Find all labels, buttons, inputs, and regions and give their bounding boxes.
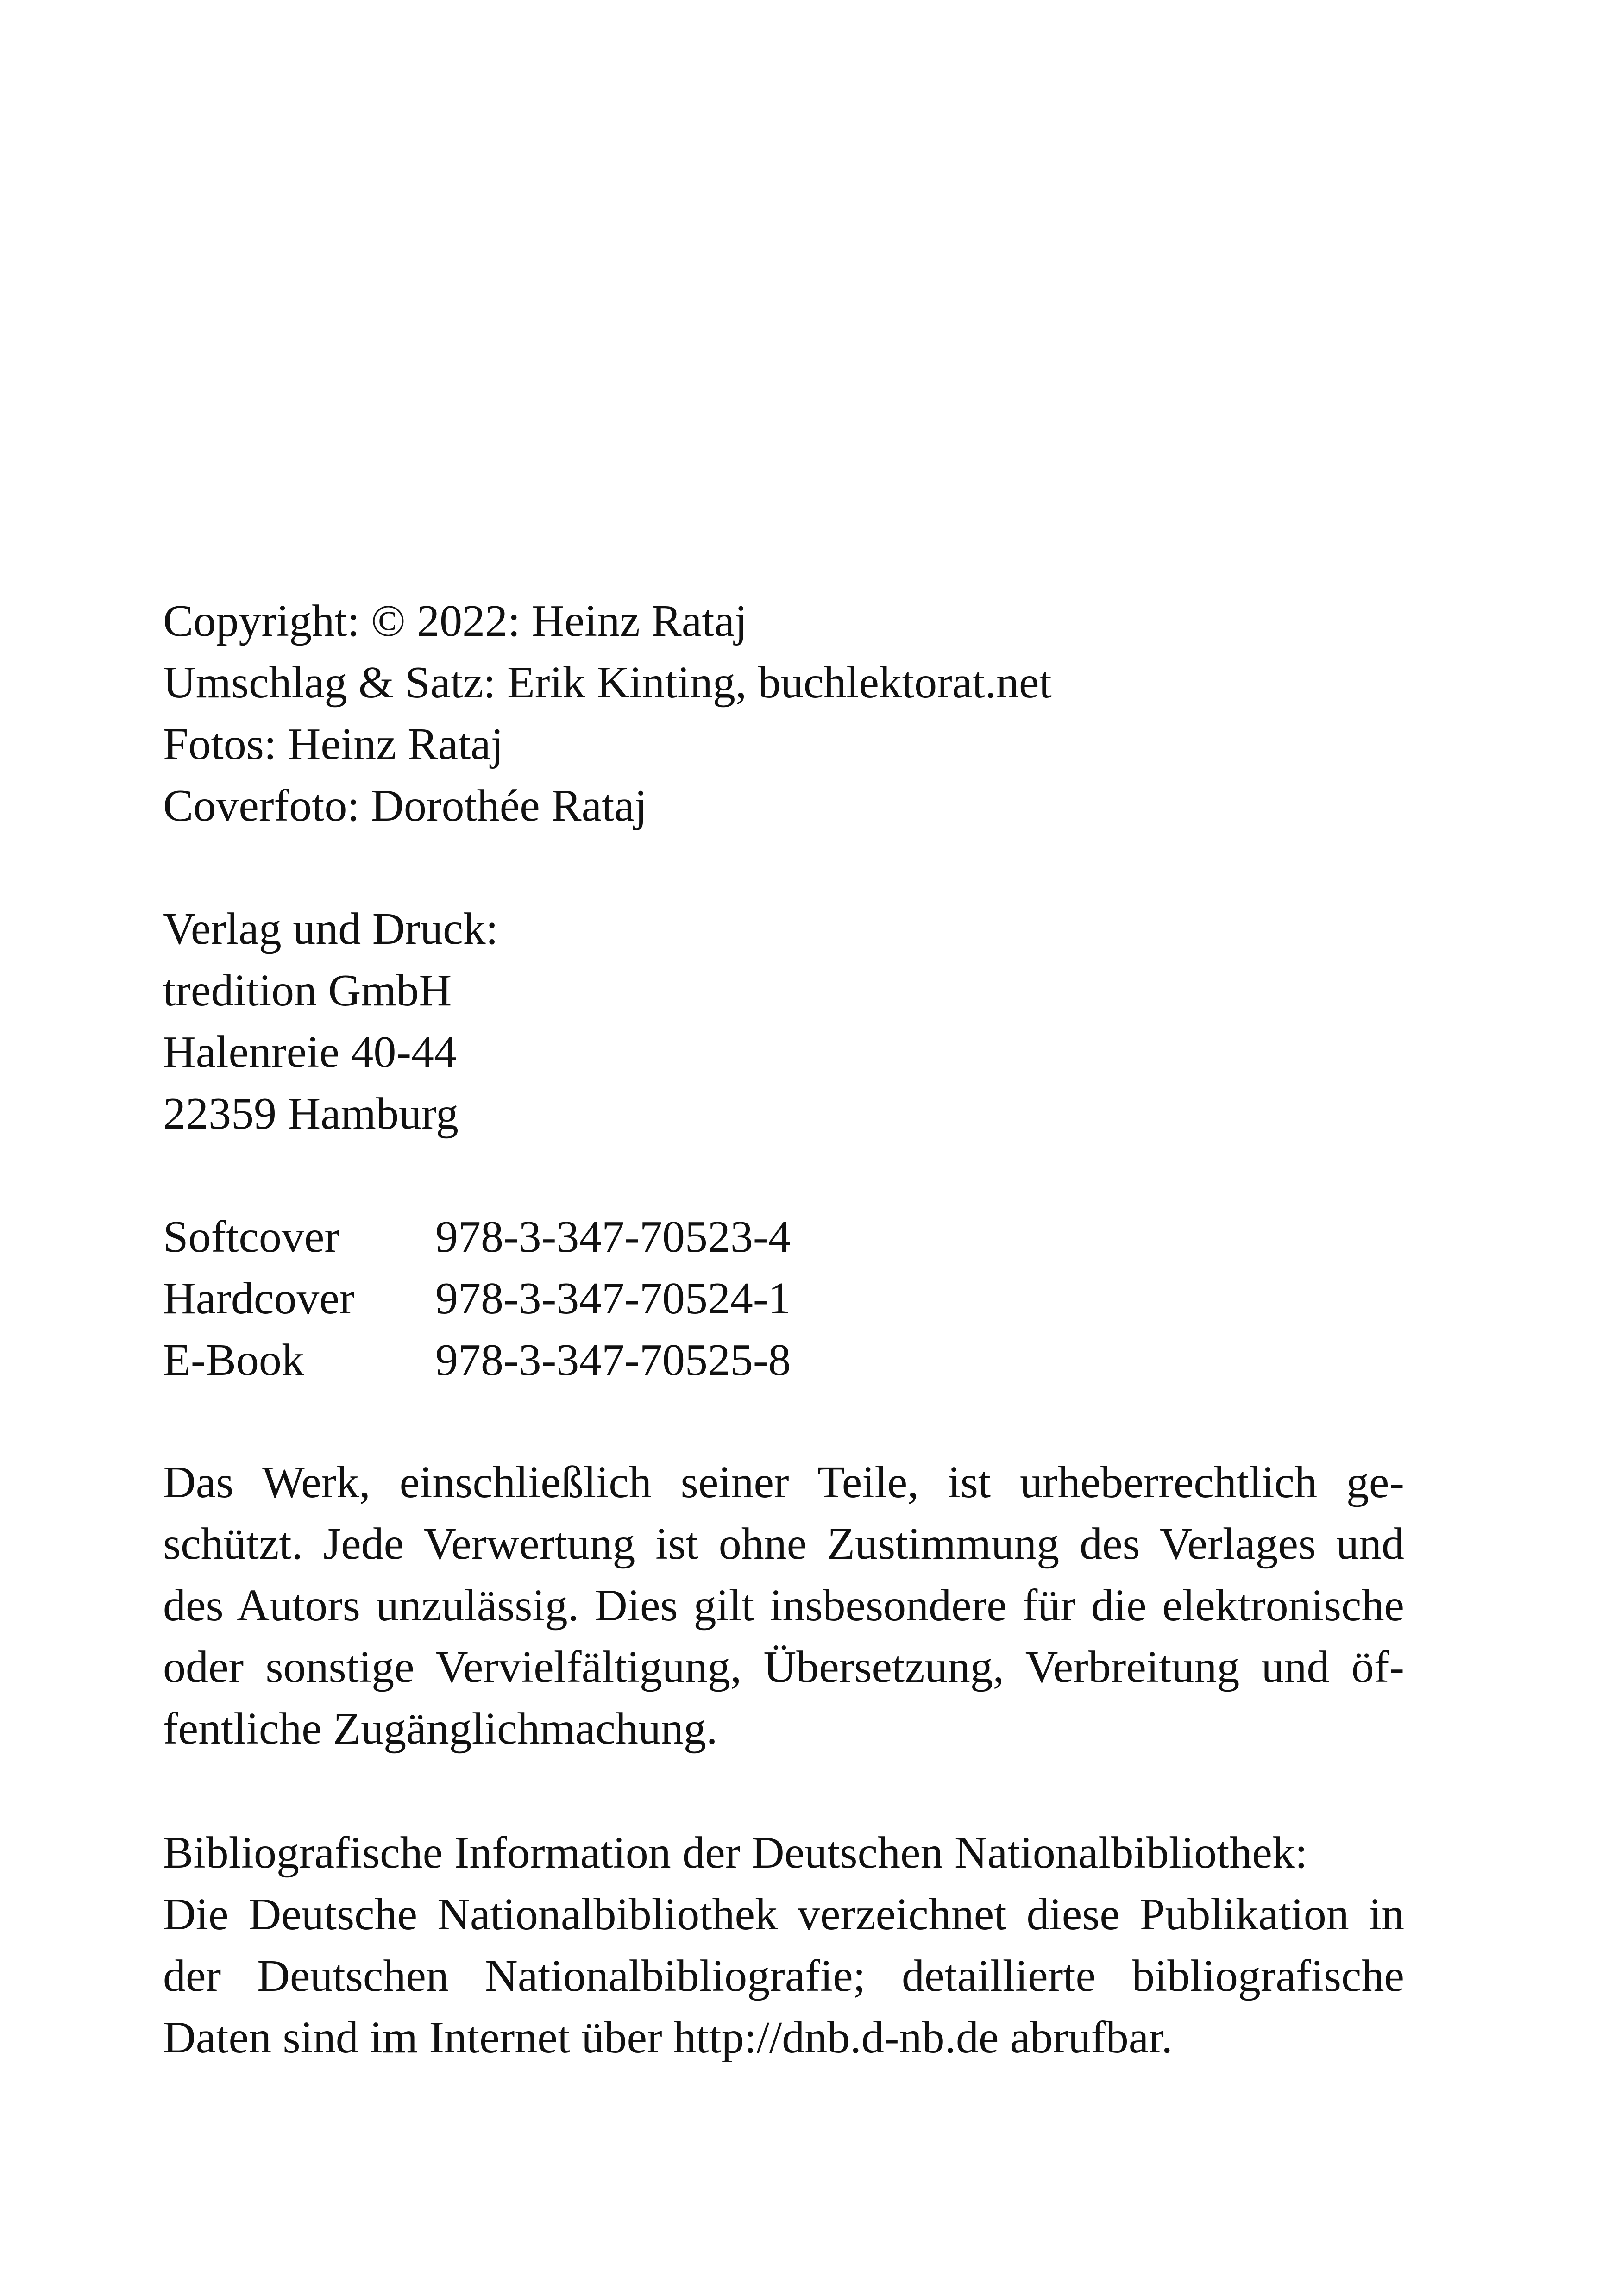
rights-notice-block [163,1452,1404,1760]
credits-block [163,590,1404,837]
publisher-name: tredition GmbH [163,966,452,1016]
isbn-table [163,1206,1404,1391]
cover-design-line: Umschlag & Satz: Erik Kinting, buchlektorat.net [163,658,1052,708]
copyright-line: Copyright: © 2022: Heinz Rataj [163,596,748,646]
publisher-block [163,898,1404,1145]
bibliographic-heading: Bibliografische Information der Deutschen Nationalbibliothek: [163,1828,1308,1878]
isbn-number: 978-3-347-70523-4 [435,1212,791,1262]
isbn-row [163,1206,1404,1268]
cover-photo-line: Coverfoto: Dorothée Rataj [163,781,647,831]
isbn-row [163,1268,1404,1330]
bibliographic-block [163,1822,1404,2069]
isbn-type: E-Book [163,1335,304,1385]
isbn-number: 978-3-347-70525-8 [435,1335,791,1385]
rights-notice: Das Werk, einschließlich seiner Teile, ist urheberrechtlich ge-schützt. Jede Verwertung ist ohne Zustimmung des Verlages und des Autors unzulässig. Dies gilt insbesondere für die elektronische oder sonstige Vervielfältigung, Übersetzung, Verbreitung und öf-fentliche Zugänglichmachung. [163,1457,1404,1754]
publisher-city: 22359 Hamburg [163,1089,459,1139]
publisher-street: Halenreie 40-44 [163,1027,457,1077]
isbn-number: 978-3-347-70524-1 [435,1273,791,1324]
isbn-row [163,1330,1404,1391]
isbn-type: Softcover [163,1212,339,1262]
publisher-heading: Verlag und Druck: [163,904,498,954]
isbn-type: Hardcover [163,1273,355,1324]
photos-line: Fotos: Heinz Rataj [163,719,503,769]
bibliographic-text: Die Deutsche Nationalbibliothek verzeichnet diese Publikation in der Deutschen Nationalbibliografie; detaillierte bibliografische Daten sind im Internet über http://dnb.d-nb.de abrufbar. [163,1889,1404,2063]
